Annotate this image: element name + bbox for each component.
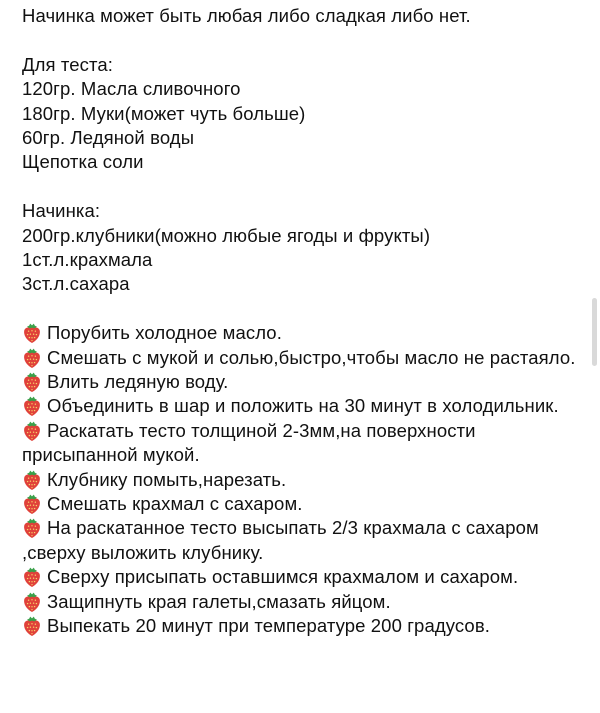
step-item [22, 590, 582, 614]
spacer [22, 28, 582, 52]
filling-item: 1ст.л.крахмала [22, 249, 153, 271]
step-item [22, 346, 582, 370]
strawberry-icon [22, 615, 42, 637]
spacer [22, 297, 582, 321]
spacer [22, 175, 582, 199]
intro-text: Начинка может быть любая либо сладкая либо нет. [22, 5, 471, 26]
step-text: Клубнику помыть,нарезать. [47, 468, 287, 490]
dough-item: 180гр. Муки(может чуть больше) [22, 102, 306, 124]
step-text: Выпекать 20 минут при температуре 200 градусов. [47, 615, 490, 637]
scrollbar-thumb[interactable] [592, 298, 597, 366]
dough-item: Щепотка соли [22, 151, 144, 173]
step-item [22, 370, 582, 394]
step-item [22, 614, 582, 638]
step-text: Сверху присыпать оставшимся крахмалом и сахаром. [47, 566, 519, 588]
step-item [22, 321, 582, 345]
strawberry-icon [22, 493, 42, 515]
step-item [22, 468, 582, 492]
dough-item: 120гр. Масла сливочного [22, 78, 241, 100]
strawberry-icon [22, 591, 42, 613]
step-text: Порубить холодное масло. [47, 322, 282, 344]
step-item [22, 492, 582, 516]
strawberry-icon [22, 347, 42, 369]
dough-heading: Для теста: [22, 53, 113, 75]
step-text: Смешать с мукой и солью,быстро,чтобы масло не растаяло. [47, 346, 576, 368]
step-item [22, 419, 582, 468]
strawberry-icon [22, 395, 42, 417]
recipe-document [22, 4, 582, 639]
dough-item: 60гр. Ледяной воды [22, 127, 195, 149]
steps-list [22, 321, 582, 638]
step-text: На раскатанное тесто высыпать 2/3 крахмала с сахаром ,сверху выложить клубнику. [22, 517, 539, 563]
strawberry-icon [22, 469, 42, 491]
step-item [22, 394, 582, 418]
strawberry-icon [22, 322, 42, 344]
step-text: Защипнуть края галеты,смазать яйцом. [47, 590, 391, 612]
step-text: Раскатать тесто толщиной 2-3мм,на поверхности присыпанной мукой. [22, 419, 476, 466]
step-item [22, 516, 582, 565]
step-text: Смешать крахмал с сахаром. [47, 493, 303, 515]
strawberry-icon [22, 517, 42, 539]
step-item [22, 565, 582, 589]
filling-item: 3ст.л.сахара [22, 273, 130, 295]
strawberry-icon [22, 420, 42, 442]
strawberry-icon [22, 566, 42, 588]
step-text: Объединить в шар и положить на 30 минут в холодильник. [47, 395, 559, 417]
filling-heading: Начинка: [22, 200, 101, 222]
filling-item: 200гр.клубники(можно любые ягоды и фрукты) [22, 224, 431, 246]
step-text: Влить ледяную воду. [47, 371, 229, 393]
strawberry-icon [22, 371, 42, 393]
